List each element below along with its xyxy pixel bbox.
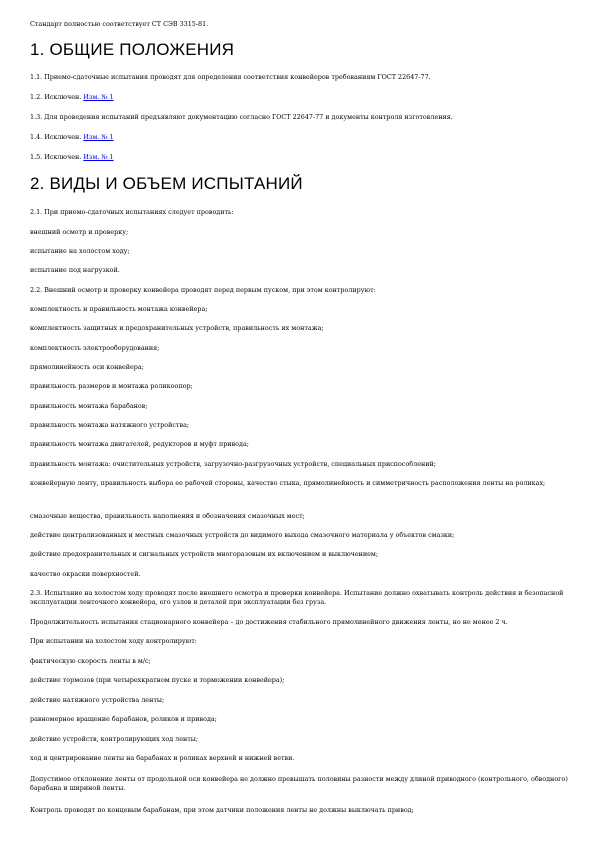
section-2-paragraph: испытание под нагрузкой. (30, 266, 120, 274)
section-2-paragraph: комплектность электрооборудования; (30, 344, 160, 352)
section-2-paragraph: конвейерную ленту, правильность выбора ее рабочей стороны, качество стыка, прямолинейность и симметричность расположения ленты на роликах; (30, 479, 546, 487)
section-1-heading: 1. ОБЩИЕ ПОЛОЖЕНИЯ (30, 40, 235, 59)
intro-text: Стандарт полностью соответствует СТ СЭВ 3315-81. (30, 20, 209, 28)
section-2-paragraph: При испытании на холостом ходу контролируют: (30, 637, 197, 645)
section-2-paragraph: 2.2. Внешний осмотр и проверку конвейера проводят перед первым пуском, при этом контролируют: (30, 286, 376, 294)
amendment-link[interactable]: Изм. № 1 (83, 133, 114, 141)
para-1-1: 1.1. Приемо-сдаточные испытания проводят для определения соответствия конвейеров требованиям ГОСТ 22647-77. (30, 73, 431, 81)
section-2-paragraph: комплектность и правильность монтажа конвейера; (30, 305, 208, 313)
section-2-paragraph: испытание на холостом ходу; (30, 247, 130, 255)
section-2-paragraph: правильность монтажа двигателей, редукторов и муфт привода; (30, 440, 249, 448)
section-2-paragraph: действие устройств, контролирующих ход ленты; (30, 735, 199, 743)
section-2-heading: 2. ВИДЫ И ОБЪЕМ ИСПЫТАНИЙ (30, 174, 303, 193)
para-1-5: 1.5. Исключен. Изм. № 1 (30, 153, 114, 161)
section-2-paragraph: комплектность защитных и предохранительных устройств, правильность их монтажа; (30, 324, 324, 332)
section-2-paragraph: действие централизованных и местных смазочных устройств до видимого выхода смазочного материала у объектов смазки; (30, 531, 455, 539)
amendment-link[interactable]: Изм. № 1 (83, 93, 114, 101)
para-1-3: 1.3. Для проведения испытаний предъявляют документацию согласно ГОСТ 22647-77 и документы контроля изготовления. (30, 113, 453, 121)
section-2-paragraph: Продолжительность испытания стационарного конвейера – до достижения стабильного прямолинейного движения ленты, но не менее 2 ч. (30, 618, 508, 626)
section-2-paragraph: ход и центрирование ленты на барабанах и роликах верхней и нижней ветви. (30, 754, 295, 762)
section-2-paragraph: смазочные вещества, правильность наполнения и обозначения смазочных мест; (30, 512, 305, 520)
para-1-4: 1.4. Исключен. Изм. № 1 (30, 133, 114, 141)
section-2-paragraph: Контроль проводят по концевым барабанам, при этом датчики положения ленты не должны выключать привод; (30, 806, 414, 814)
section-2-paragraph: 2.1. При приемо-сдаточных испытаниях следует проводить: (30, 208, 234, 216)
section-2-paragraph: качество окраски поверхностей. (30, 570, 141, 578)
section-2-paragraph: действие предохранительных и сигнальных устройств многоразовым их включением и выключением; (30, 550, 379, 558)
section-2-paragraph: внешний осмотр и проверку; (30, 228, 129, 236)
section-2-paragraph: фактическую скорость ленты в м/с; (30, 657, 151, 665)
section-2-paragraph: правильность монтажа барабанов; (30, 402, 148, 410)
section-2-paragraph: правильность монтажа: очистительных устройств, загрузочно-разгрузочных устройств, специальных приспособлений; (30, 460, 436, 468)
section-2-paragraph: равномерное вращение барабанов, роликов и привода; (30, 715, 217, 723)
section-2-paragraph: прямолинейность оси конвейера; (30, 363, 144, 371)
section-2-paragraph: правильность монтажа натяжного устройства; (30, 421, 190, 429)
section-2-paragraph: Допустимое отклонение ленты от продольной оси конвейера не должно превышать половины разности между длиной приводного (контрольного, обводного) барабана и шириной ленты. (30, 775, 568, 792)
amendment-link[interactable]: Изм. № 1 (83, 153, 114, 161)
section-2-paragraph: 2.3. Испытание на холостом ходу проводят после внешнего осмотра и проверки конвейера. Испытание должно охватывать контроль действия и безопасной эксплуатации ленточного конвейера, его узлов и деталей при эксплуатации без груза. (30, 589, 564, 606)
section-2-paragraph: действие натяжного устройства ленты; (30, 696, 165, 704)
para-1-2: 1.2. Исключен. Изм. № 1 (30, 93, 114, 101)
section-2-paragraph: правильность размеров и монтажа роликоопор; (30, 382, 193, 390)
section-2-paragraph: действие тормозов (при четырехкратном пуске и торможении конвейера); (30, 676, 285, 684)
